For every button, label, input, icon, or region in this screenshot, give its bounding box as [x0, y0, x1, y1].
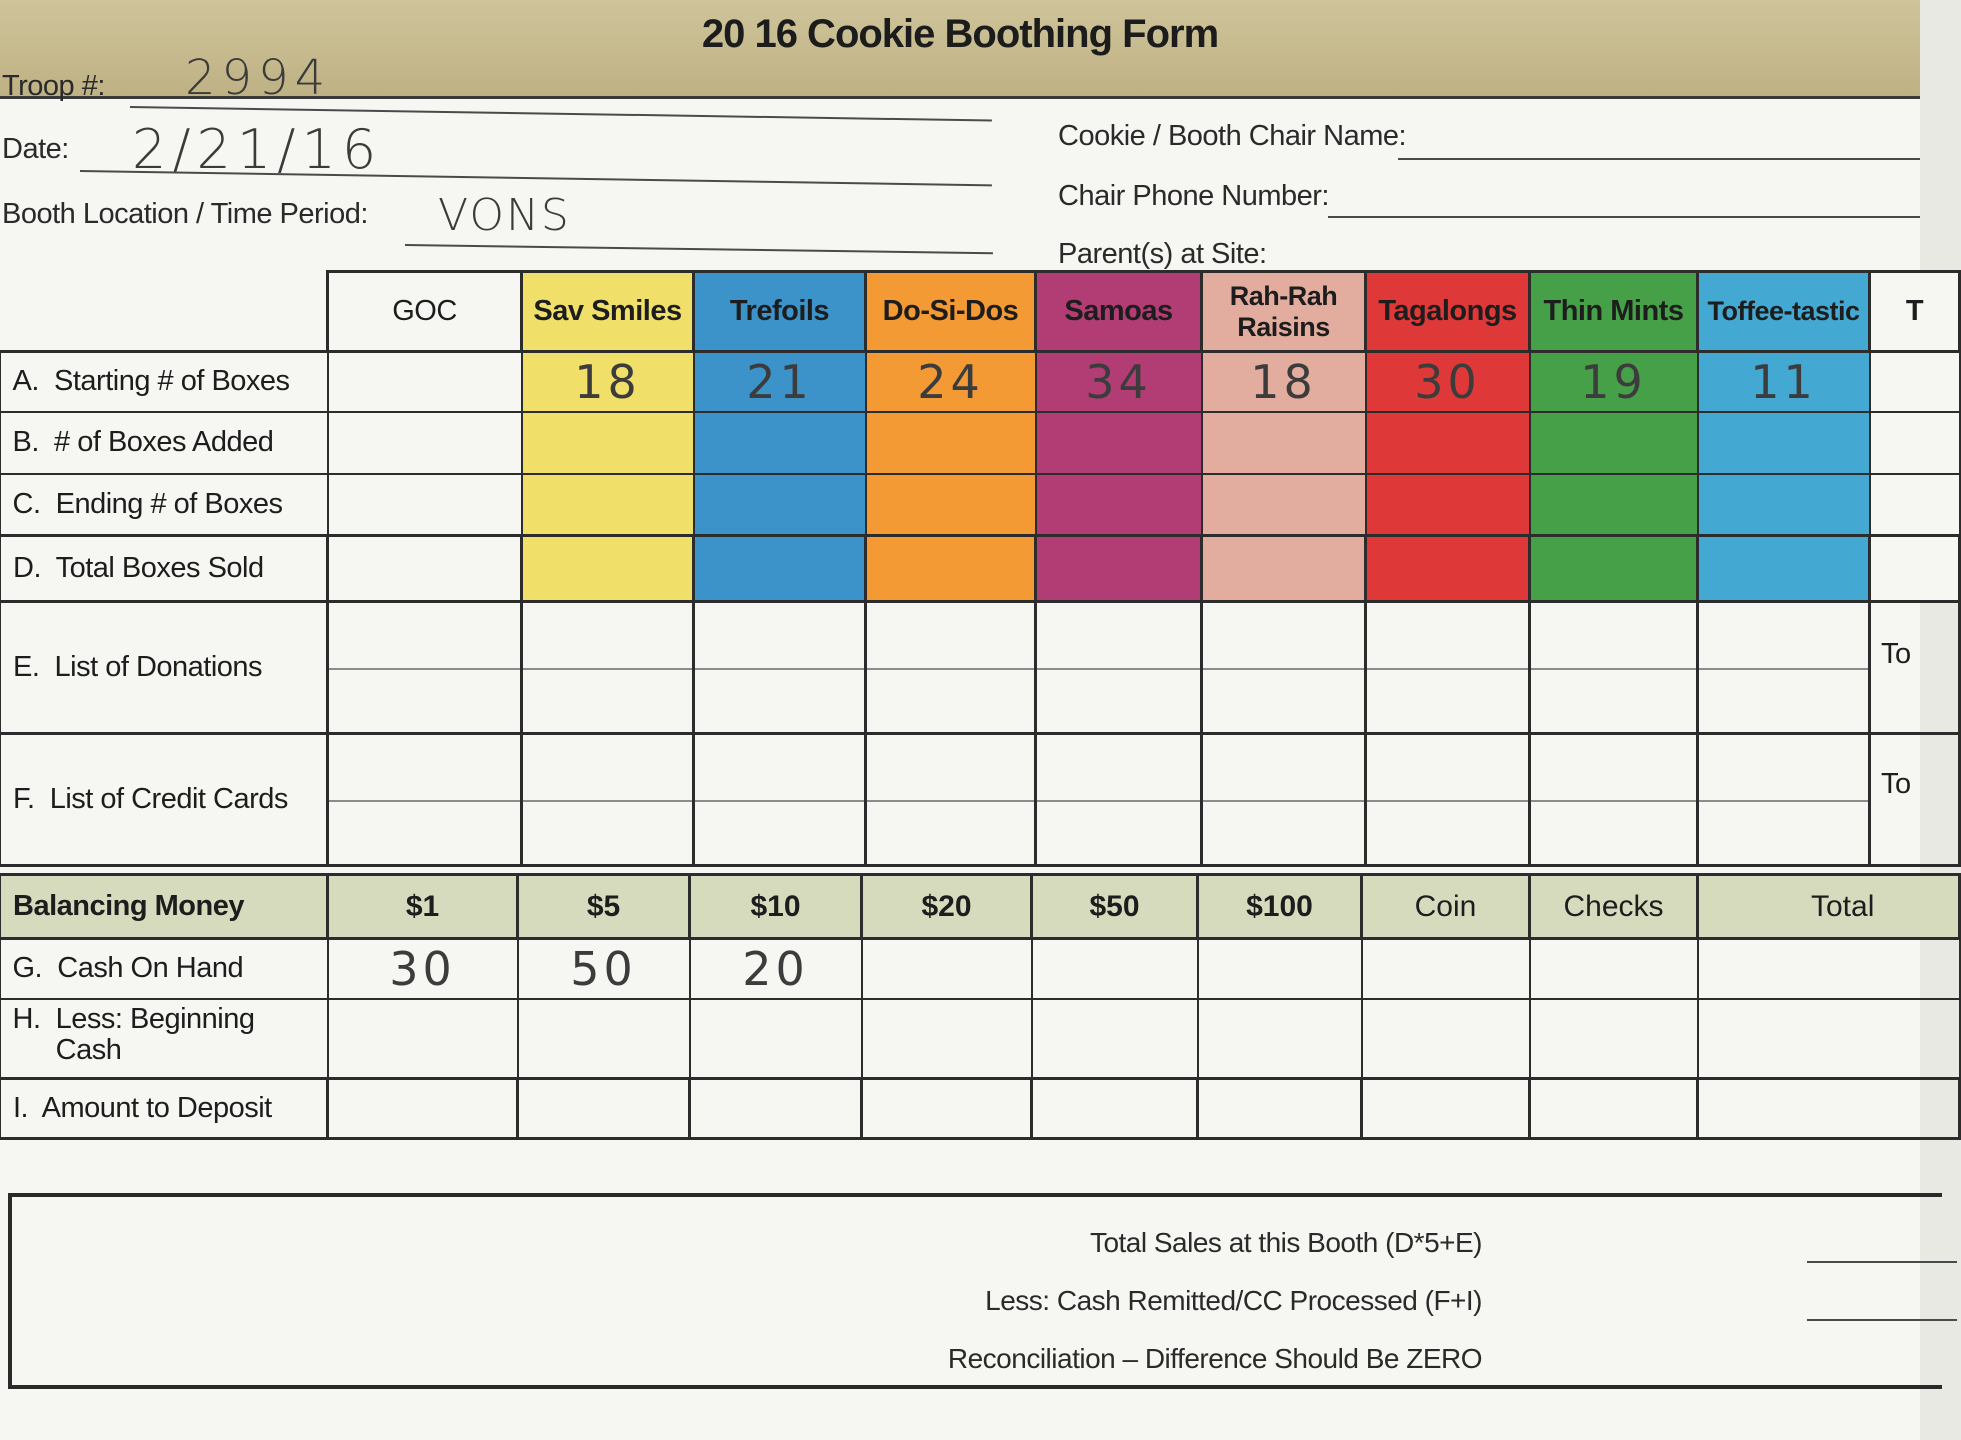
less-cash-line	[1807, 1319, 1957, 1321]
deposit-coin[interactable]	[1362, 1079, 1530, 1139]
begin-total[interactable]	[1698, 999, 1960, 1079]
col-header-tagalongs: Tagalongs	[1366, 272, 1530, 352]
cookie-header-row	[0, 272, 1960, 352]
cell-toffee-tastic-added[interactable]	[1698, 412, 1870, 474]
row-amount-to-deposit	[0, 1079, 1960, 1139]
cash-50[interactable]	[1032, 939, 1198, 999]
denom-100: $100	[1198, 875, 1362, 939]
cell-goc-ending[interactable]	[328, 474, 522, 536]
deposit-20[interactable]	[862, 1079, 1032, 1139]
credit-total-label: To	[1870, 734, 1960, 866]
cell-rah-rah-raisins-donations[interactable]	[1202, 602, 1366, 734]
row-key: D.	[13, 552, 41, 584]
deposit-10[interactable]	[690, 1079, 862, 1139]
cell-goc-sold[interactable]	[328, 536, 522, 602]
cell-trefoils-sold[interactable]	[694, 536, 866, 602]
cell-sav-smiles-sold[interactable]	[522, 536, 694, 602]
cell-thin-mints-sold[interactable]	[1530, 536, 1698, 602]
row-label-credit-cards	[0, 734, 328, 866]
cash-checks[interactable]	[1530, 939, 1698, 999]
deposit-100[interactable]	[1198, 1079, 1362, 1139]
row-label-starting-boxes	[0, 352, 328, 412]
cell-tagalongs-sold[interactable]	[1366, 536, 1530, 602]
col-header-rah-rah-raisins: Rah-Rah Raisins	[1202, 272, 1366, 352]
denom-coin: Coin	[1362, 875, 1530, 939]
deposit-50[interactable]	[1032, 1079, 1198, 1139]
begin-1[interactable]	[328, 999, 518, 1079]
cell-samoas-credit[interactable]	[1036, 734, 1202, 866]
row-key: A.	[12, 365, 39, 398]
row-donations	[0, 602, 1960, 734]
row-credit-cards	[0, 734, 1960, 866]
row-key: I.	[13, 1092, 29, 1124]
row-label-text: Amount to Deposit	[41, 1092, 272, 1124]
row-key: C.	[12, 487, 41, 520]
cell-rah-rah-raisins-credit[interactable]	[1202, 734, 1366, 866]
form-title: 20 16 Cookie Boothing Form	[701, 12, 1219, 56]
denom-total: Total	[1698, 875, 1960, 939]
balancing-money-table	[0, 873, 1961, 1140]
row-ending-boxes	[0, 474, 1960, 536]
cell-extra-ending[interactable]	[1870, 474, 1960, 536]
cell-divider	[867, 668, 1034, 670]
begin-coin[interactable]	[1362, 999, 1530, 1079]
row-label-text: Ending # of Boxes	[55, 487, 283, 520]
cell-sav-smiles-donations[interactable]	[522, 602, 694, 734]
row-label-text: Less: Beginning Cash	[55, 1002, 255, 1066]
cell-sav-smiles-ending[interactable]	[522, 474, 694, 536]
cell-trefoils-credit[interactable]	[694, 734, 866, 866]
cell-thin-mints-credit[interactable]	[1530, 734, 1698, 866]
deposit-total[interactable]	[1698, 1079, 1960, 1139]
row-label-total-sold	[0, 536, 328, 602]
cell-goc-added[interactable]	[328, 412, 522, 474]
cell-do-si-dos-sold[interactable]	[866, 536, 1036, 602]
date-label: Date:	[2, 133, 69, 165]
cash-total[interactable]	[1698, 939, 1960, 999]
cell-divider	[1037, 668, 1200, 670]
cell-divider	[523, 668, 692, 670]
cell-samoas-added[interactable]	[1036, 412, 1202, 474]
row-label-boxes-added	[0, 412, 328, 474]
location-line	[405, 244, 993, 254]
begin-10[interactable]	[690, 999, 862, 1079]
col-header-sav-smiles: Sav Smiles	[522, 272, 694, 352]
cash-1[interactable]: 30	[328, 939, 518, 999]
troop-value[interactable]: 2994	[185, 50, 332, 106]
begin-100[interactable]	[1198, 999, 1362, 1079]
cell-samoas-ending[interactable]	[1036, 474, 1202, 536]
row-cash-on-hand	[0, 939, 1960, 999]
row-boxes-added	[0, 412, 1960, 474]
corner-cell	[0, 272, 328, 352]
begin-20[interactable]	[862, 999, 1032, 1079]
cell-sav-smiles-added[interactable]	[522, 412, 694, 474]
col-header-extra: T	[1870, 272, 1960, 352]
row-key: H.	[12, 1002, 41, 1035]
cash-20[interactable]	[862, 939, 1032, 999]
begin-50[interactable]	[1032, 999, 1198, 1079]
location-value[interactable]: VONS	[438, 190, 571, 241]
reconciliation-box	[8, 1193, 1942, 1389]
chair-name-label: Cookie / Booth Chair Name:	[1058, 120, 1407, 152]
date-value[interactable]: 2/21/16	[132, 118, 383, 181]
reconciliation-label: Reconciliation – Difference Should Be ZERO	[947, 1343, 1482, 1374]
less-cash-label: Less: Cash Remitted/CC Processed (F+I)	[985, 1285, 1482, 1316]
row-starting-boxes	[0, 352, 1960, 412]
cell-samoas-start[interactable]: 34	[1036, 352, 1202, 412]
col-header-thin-mints: Thin Mints	[1530, 272, 1698, 352]
cell-thin-mints-start[interactable]: 19	[1530, 352, 1698, 412]
cash-100[interactable]	[1198, 939, 1362, 999]
cell-divider	[1037, 800, 1200, 802]
cell-tagalongs-donations[interactable]	[1366, 602, 1530, 734]
col-header-toffee-tastic: Toffee-tastic	[1698, 272, 1870, 352]
cell-trefoils-added[interactable]	[694, 412, 866, 474]
cell-thin-mints-added[interactable]	[1530, 412, 1698, 474]
chair-phone-line	[1328, 216, 1920, 218]
denom-1: $1	[328, 875, 518, 939]
cash-10[interactable]: 20	[690, 939, 862, 999]
cell-thin-mints-ending[interactable]	[1530, 474, 1698, 536]
cell-samoas-sold[interactable]	[1036, 536, 1202, 602]
balancing-money-label: Balancing Money	[0, 875, 328, 939]
cell-tagalongs-credit[interactable]	[1366, 734, 1530, 866]
cell-divider	[329, 800, 520, 802]
cell-divider	[523, 800, 692, 802]
row-label-ending-boxes	[0, 474, 328, 536]
deposit-5[interactable]	[518, 1079, 690, 1139]
row-label-text: Total Boxes Sold	[55, 552, 264, 584]
cell-extra-added[interactable]	[1870, 412, 1960, 474]
row-label-amount-to-deposit	[0, 1079, 328, 1139]
cell-extra-sold[interactable]	[1870, 536, 1960, 602]
money-header-row	[0, 875, 1960, 939]
total-sales-label: Total Sales at this Booth (D*5+E)	[1089, 1227, 1482, 1258]
begin-checks[interactable]	[1530, 999, 1698, 1079]
row-label-text: Cash On Hand	[57, 952, 244, 985]
total-sales-line	[1807, 1261, 1957, 1263]
chair-phone-label: Chair Phone Number:	[1058, 180, 1329, 212]
denom-checks: Checks	[1530, 875, 1698, 939]
denom-50: $50	[1032, 875, 1198, 939]
row-label-donations	[0, 602, 328, 734]
cell-sav-smiles-credit[interactable]	[522, 734, 694, 866]
cell-divider	[1531, 668, 1696, 670]
cell-toffee-tastic-donations[interactable]	[1698, 602, 1870, 734]
chair-name-line	[1398, 158, 1920, 160]
row-key: B.	[12, 426, 39, 458]
cell-divider	[1699, 800, 1868, 802]
cell-toffee-tastic-start[interactable]: 11	[1698, 352, 1870, 412]
cell-divider	[1203, 668, 1364, 670]
cell-divider	[867, 800, 1034, 802]
cell-tagalongs-added[interactable]	[1366, 412, 1530, 474]
col-header-samoas: Samoas	[1036, 272, 1202, 352]
cell-tagalongs-ending[interactable]	[1366, 474, 1530, 536]
cash-5[interactable]: 50	[518, 939, 690, 999]
cell-toffee-tastic-sold[interactable]	[1698, 536, 1870, 602]
cell-divider	[1203, 800, 1364, 802]
cell-do-si-dos-donations[interactable]	[866, 602, 1036, 734]
cell-rah-rah-raisins-ending[interactable]	[1202, 474, 1366, 536]
parents-label: Parent(s) at Site:	[1058, 238, 1267, 270]
cash-coin[interactable]	[1362, 939, 1530, 999]
cell-divider	[1367, 668, 1528, 670]
cell-trefoils-donations[interactable]	[694, 602, 866, 734]
cell-do-si-dos-start[interactable]: 24	[866, 352, 1036, 412]
cell-divider	[329, 668, 520, 670]
cell-do-si-dos-ending[interactable]	[866, 474, 1036, 536]
cell-goc-credit[interactable]	[328, 734, 522, 866]
cell-divider	[695, 800, 864, 802]
row-label-cash-on-hand	[0, 939, 328, 999]
cell-trefoils-start[interactable]: 21	[694, 352, 866, 412]
cell-extra-start[interactable]	[1870, 352, 1960, 412]
cell-divider	[695, 668, 864, 670]
cell-sav-smiles-start[interactable]: 18	[522, 352, 694, 412]
location-label: Booth Location / Time Period:	[2, 198, 368, 230]
col-header-do-si-dos: Do-Si-Dos	[866, 272, 1036, 352]
row-beginning-cash	[0, 999, 1960, 1079]
cell-divider	[1531, 800, 1696, 802]
denom-20: $20	[862, 875, 1032, 939]
cell-toffee-tastic-ending[interactable]	[1698, 474, 1870, 536]
cell-samoas-donations[interactable]	[1036, 602, 1202, 734]
begin-5[interactable]	[518, 999, 690, 1079]
cell-do-si-dos-credit[interactable]	[866, 734, 1036, 866]
row-label-text: # of Boxes Added	[54, 426, 274, 458]
cell-divider	[1699, 668, 1868, 670]
cell-tagalongs-start[interactable]: 30	[1366, 352, 1530, 412]
row-label-text: List of Credit Cards	[49, 783, 288, 815]
row-key: F.	[13, 783, 35, 815]
cell-toffee-tastic-credit[interactable]	[1698, 734, 1870, 866]
row-key: E.	[13, 651, 40, 683]
deposit-checks[interactable]	[1530, 1079, 1698, 1139]
cell-goc-start[interactable]	[328, 352, 522, 412]
row-label-text: List of Donations	[54, 651, 263, 683]
row-total-sold	[0, 536, 1960, 602]
cell-rah-rah-raisins-start[interactable]: 18	[1202, 352, 1366, 412]
cookie-inventory-table	[0, 270, 1961, 867]
cell-thin-mints-donations[interactable]	[1530, 602, 1698, 734]
cell-rah-rah-raisins-sold[interactable]	[1202, 536, 1366, 602]
row-key: G.	[12, 952, 43, 985]
col-header-goc: GOC	[328, 272, 522, 352]
cell-do-si-dos-added[interactable]	[866, 412, 1036, 474]
col-header-trefoils: Trefoils	[694, 272, 866, 352]
row-label-beginning-cash	[0, 999, 328, 1079]
denom-10: $10	[690, 875, 862, 939]
donations-total-label: To	[1870, 602, 1960, 734]
cell-goc-donations[interactable]	[328, 602, 522, 734]
denom-5: $5	[518, 875, 690, 939]
cell-rah-rah-raisins-added[interactable]	[1202, 412, 1366, 474]
cell-trefoils-ending[interactable]	[694, 474, 866, 536]
cell-divider	[1367, 800, 1528, 802]
row-label-text: Starting # of Boxes	[54, 365, 290, 398]
deposit-1[interactable]	[328, 1079, 518, 1139]
troop-label: Troop #:	[2, 70, 105, 102]
